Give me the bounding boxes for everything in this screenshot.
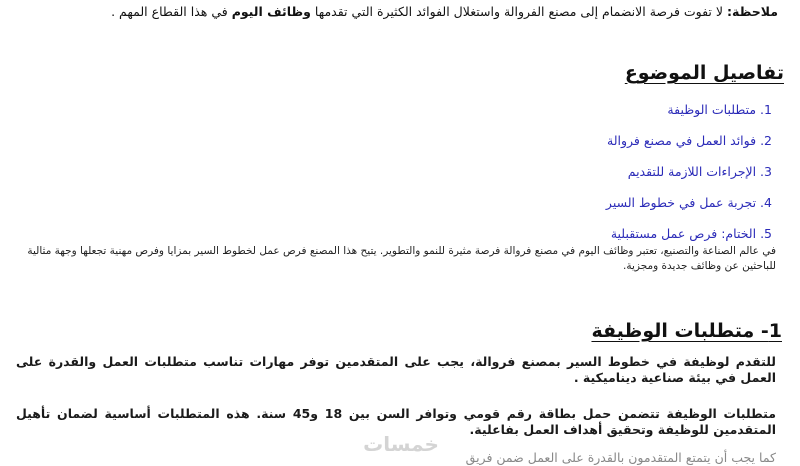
note-bold-keyword: وظائف اليوم: [231, 4, 311, 19]
toc-item: [372, 158, 772, 189]
note-text-after: في هذا القطاع المهم .: [111, 4, 232, 19]
toc-link-2[interactable]: 2. فوائد العمل في مصنع فروالة: [607, 133, 772, 148]
toc-link-4[interactable]: 4. تجربة عمل في خطوط السير: [605, 195, 772, 210]
note-paragraph: [18, 2, 778, 22]
site-watermark: خمسات: [363, 432, 439, 456]
section-paragraph-3: كما يجب أن يتمتع المتقدمون بالقدرة على العمل ضمن فريق: [465, 450, 776, 465]
note-label: ملاحظة:: [727, 4, 778, 19]
topic-heading: تفاصيل الموضوع: [624, 62, 784, 84]
toc-item: [372, 189, 772, 220]
toc-item: [372, 96, 772, 127]
section-heading: 1- متطلبات الوظيفة: [591, 320, 782, 342]
toc-item: [372, 127, 772, 158]
toc-link-3[interactable]: 3. الإجراءات اللازمة للتقديم: [627, 164, 772, 179]
note-text-before: لا تفوت فرصة الانضمام إلى مصنع الفروالة واستغلال الفوائد الكثيرة التي تقدمها: [310, 4, 727, 19]
section-paragraph-2: متطلبات الوظيفة تتضمن حمل بطاقة رقم قومي وتوافر السن بين 18 و45 سنة. هذه المتطلبات أساسية لضمان تأهيل المتقدمين للوظيفة وتحقيق أهداف العمل بفاعلية.: [16, 406, 777, 437]
table-of-contents: [372, 96, 772, 251]
section-paragraph-1: للتقدم لوظيفة في خطوط السير بمصنع فروالة، يجب على المتقدمين توفر مهارات تناسب متطلبات العمل والقدرة على العمل في بيئة صناعية ديناميكية .: [16, 354, 776, 385]
toc-link-1[interactable]: 1. متطلبات الوظيفة: [667, 102, 772, 117]
intro-paragraph: في عالم الصناعة والتصنيع، تعتبر وظائف اليوم في مصنع فروالة فرصة مثيرة للنمو والتطوير. يتيح هذا المصنع فرص عمل لخطوط السير بمزايا وفرص مهنية تجعلها وجهة مثالية للباحثين عن وظائف جديدة ومجزية.: [27, 245, 776, 272]
toc-link-5[interactable]: 5. الختام: فرص عمل مستقبلية: [610, 226, 772, 241]
